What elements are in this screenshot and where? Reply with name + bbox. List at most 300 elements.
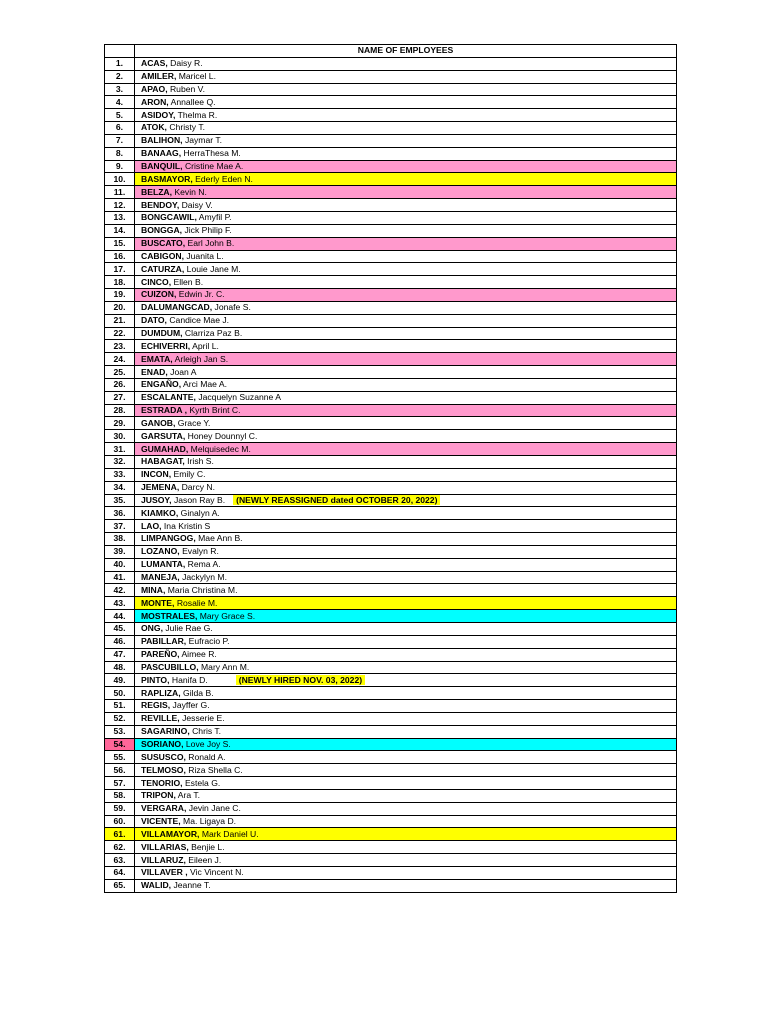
status-note: (NEWLY REASSIGNED dated OCTOBER 20, 2022)	[233, 495, 440, 505]
row-number: 35.	[105, 494, 135, 507]
row-number: 22.	[105, 327, 135, 340]
last-name: CUIZON,	[141, 289, 177, 300]
first-name: Love Joy S.	[185, 738, 231, 749]
employee-name-cell	[135, 507, 677, 520]
employee-name-cell	[135, 237, 677, 250]
employee-name-cell	[135, 340, 677, 353]
row-number: 3.	[105, 83, 135, 96]
employee-name-cell	[135, 674, 677, 687]
first-name: Riza Shella C.	[188, 764, 243, 775]
last-name: TELMOSO,	[141, 764, 186, 775]
last-name: PINTO,	[141, 674, 170, 685]
first-name: Julie Rae G.	[165, 623, 213, 634]
last-name: JUSOY,	[141, 494, 172, 505]
first-name: Ruben V.	[169, 83, 206, 94]
employee-name-cell	[135, 186, 677, 199]
last-name: MONTE,	[141, 597, 175, 608]
row-number: 62.	[105, 841, 135, 854]
first-name: Ina Kristin S	[163, 520, 211, 531]
employee-name-cell	[135, 867, 677, 880]
row-number: 1.	[105, 57, 135, 70]
row-number: 53.	[105, 725, 135, 738]
last-name: ACAS,	[141, 58, 168, 69]
row-number: 20.	[105, 301, 135, 314]
table-row	[105, 610, 677, 623]
last-name: MOSTRALES,	[141, 610, 198, 621]
employee-name-cell	[135, 430, 677, 443]
table-row	[105, 700, 677, 713]
last-name: HABAGAT,	[141, 456, 185, 467]
row-number: 63.	[105, 854, 135, 867]
header-row	[105, 45, 677, 58]
employee-name-cell	[135, 199, 677, 212]
table-row	[105, 571, 677, 584]
employee-name-cell	[135, 597, 677, 610]
last-name: ONG,	[141, 623, 163, 634]
first-name: Annallee Q.	[170, 96, 216, 107]
last-name: LIMPANGOG,	[141, 533, 196, 544]
last-name: INCON,	[141, 469, 172, 480]
number-column-header	[105, 45, 135, 58]
last-name: PASCUBILLO,	[141, 661, 199, 672]
first-name: HerraThesa M.	[183, 148, 241, 159]
first-name: Mark Daniel U.	[201, 828, 259, 839]
employee-name-cell	[135, 648, 677, 661]
last-name: GARSUTA,	[141, 430, 186, 441]
employee-name-cell	[135, 134, 677, 147]
first-name: Aimee R.	[181, 649, 217, 660]
table-row	[105, 867, 677, 880]
row-number: 50.	[105, 687, 135, 700]
first-name: Maria Christina M.	[167, 584, 238, 595]
employee-name-cell	[135, 545, 677, 558]
first-name: Jick Philip F.	[184, 225, 232, 236]
last-name: LAO,	[141, 520, 162, 531]
row-number: 34.	[105, 481, 135, 494]
first-name: Ederly Eden N.	[195, 173, 253, 184]
last-name: APAO,	[141, 83, 168, 94]
row-number: 9.	[105, 160, 135, 173]
row-number: 58.	[105, 789, 135, 802]
last-name: WALID,	[141, 880, 172, 891]
table-row	[105, 250, 677, 263]
employee-name-cell	[135, 571, 677, 584]
row-number: 41.	[105, 571, 135, 584]
table-row	[105, 160, 677, 173]
employee-name-cell	[135, 841, 677, 854]
row-number: 45.	[105, 622, 135, 635]
employee-name-cell	[135, 263, 677, 276]
table-row	[105, 661, 677, 674]
employee-name-cell	[135, 854, 677, 867]
table-row	[105, 622, 677, 635]
first-name: Honey Dounnyl C.	[187, 430, 258, 441]
employee-name-cell	[135, 879, 677, 892]
employee-name-cell	[135, 533, 677, 546]
first-name: Clarriza Paz B.	[184, 327, 243, 338]
employee-name-cell	[135, 250, 677, 263]
table-row	[105, 751, 677, 764]
employee-name-cell	[135, 456, 677, 469]
last-name: BASMAYOR,	[141, 173, 193, 184]
table-row	[105, 802, 677, 815]
employee-name-cell	[135, 391, 677, 404]
last-name: BENDOY,	[141, 199, 180, 210]
row-number: 6.	[105, 122, 135, 135]
first-name: Melquisedec M.	[190, 443, 251, 454]
table-row	[105, 211, 677, 224]
first-name: Mary Grace S.	[199, 610, 256, 621]
row-number: 57.	[105, 777, 135, 790]
first-name: Chris T.	[192, 726, 222, 737]
first-name: Earl John B.	[187, 238, 235, 249]
last-name: RAPLIZA,	[141, 687, 181, 698]
first-name: Rema A.	[187, 559, 221, 570]
employee-name-cell	[135, 610, 677, 623]
last-name: ESTRADA ,	[141, 405, 187, 416]
last-name: REGIS,	[141, 700, 171, 711]
row-number: 27.	[105, 391, 135, 404]
last-name: EMATA,	[141, 353, 173, 364]
row-number: 37.	[105, 520, 135, 533]
first-name: Jeanne T.	[173, 880, 211, 891]
table-row	[105, 301, 677, 314]
first-name: Estela G.	[184, 777, 221, 788]
last-name: VILLAMAYOR,	[141, 828, 200, 839]
table-row	[105, 828, 677, 841]
table-row	[105, 109, 677, 122]
employee-name-cell	[135, 173, 677, 186]
last-name: VILLARUZ,	[141, 854, 186, 865]
first-name: Benjie L.	[191, 841, 225, 852]
last-name: MINA,	[141, 584, 166, 595]
employee-name-cell	[135, 404, 677, 417]
employee-name-cell	[135, 738, 677, 751]
employee-name-cell	[135, 109, 677, 122]
employee-name-cell	[135, 70, 677, 83]
first-name: Jesserie E.	[182, 713, 225, 724]
name-column-header: NAME OF EMPLOYEES	[135, 45, 677, 58]
last-name: SORIANO,	[141, 738, 184, 749]
last-name: LUMANTA,	[141, 559, 186, 570]
table-row	[105, 224, 677, 237]
employee-name-cell	[135, 160, 677, 173]
employee-name-cell	[135, 301, 677, 314]
last-name: BANQUIL,	[141, 161, 183, 172]
row-number: 8.	[105, 147, 135, 160]
first-name: Ellen B.	[173, 276, 204, 287]
last-name: ECHIVERRI,	[141, 340, 191, 351]
first-name: Evalyn R.	[182, 546, 219, 557]
employee-name-cell	[135, 378, 677, 391]
employee-name-cell	[135, 789, 677, 802]
employee-name-cell	[135, 494, 677, 507]
row-number: 17.	[105, 263, 135, 276]
row-number: 49.	[105, 674, 135, 687]
row-number: 46.	[105, 635, 135, 648]
table-row	[105, 391, 677, 404]
first-name: Louie Jane M.	[186, 263, 241, 274]
first-name: Ara T.	[177, 790, 201, 801]
employee-name-cell	[135, 468, 677, 481]
last-name: DATO,	[141, 315, 167, 326]
employee-name-cell	[135, 96, 677, 109]
table-row	[105, 378, 677, 391]
table-row	[105, 366, 677, 379]
first-name: Jayffer G.	[172, 700, 210, 711]
row-number: 19.	[105, 289, 135, 302]
row-number: 61.	[105, 828, 135, 841]
last-name: SUSUSCO,	[141, 751, 186, 762]
row-number: 59.	[105, 802, 135, 815]
table-row	[105, 468, 677, 481]
last-name: PAREÑO,	[141, 649, 180, 660]
row-number: 65.	[105, 879, 135, 892]
last-name: ENGAÑO,	[141, 379, 182, 390]
first-name: Joan A	[170, 366, 197, 377]
first-name: Rosalie M.	[176, 597, 218, 608]
table-row	[105, 327, 677, 340]
last-name: BALIHON,	[141, 135, 183, 146]
employee-name-cell	[135, 122, 677, 135]
employee-name-cell	[135, 764, 677, 777]
row-number: 7.	[105, 134, 135, 147]
employee-name-cell	[135, 802, 677, 815]
first-name: Thelma R.	[177, 109, 218, 120]
table-row	[105, 738, 677, 751]
row-number: 31.	[105, 443, 135, 456]
first-name: Ma. Ligaya D.	[183, 816, 237, 827]
table-row	[105, 147, 677, 160]
table-row	[105, 545, 677, 558]
table-row	[105, 712, 677, 725]
table-row	[105, 481, 677, 494]
table-row	[105, 507, 677, 520]
first-name: Irish S.	[187, 456, 214, 467]
table-row	[105, 289, 677, 302]
last-name: VERGARA,	[141, 803, 187, 814]
first-name: Hanifa D.	[171, 674, 208, 685]
table-row	[105, 879, 677, 892]
first-name: Daisy R.	[170, 58, 203, 69]
row-number: 32.	[105, 456, 135, 469]
table-row	[105, 674, 677, 687]
table-row	[105, 199, 677, 212]
row-number: 56.	[105, 764, 135, 777]
row-number: 36.	[105, 507, 135, 520]
table-row	[105, 134, 677, 147]
last-name: PABILLAR,	[141, 636, 187, 647]
row-number: 47.	[105, 648, 135, 661]
employee-name-cell	[135, 584, 677, 597]
first-name: Jaymar T.	[184, 135, 223, 146]
row-number: 30.	[105, 430, 135, 443]
employee-name-cell	[135, 687, 677, 700]
last-name: ARON,	[141, 96, 169, 107]
employee-name-cell	[135, 481, 677, 494]
table-row	[105, 57, 677, 70]
row-number: 10.	[105, 173, 135, 186]
employee-name-cell	[135, 224, 677, 237]
last-name: SAGARINO,	[141, 726, 190, 737]
employee-name-cell	[135, 700, 677, 713]
table-row	[105, 404, 677, 417]
row-number: 33.	[105, 468, 135, 481]
first-name: Christy T.	[169, 122, 205, 133]
last-name: TENORIO,	[141, 777, 183, 788]
last-name: TRIPON,	[141, 790, 176, 801]
last-name: ASIDOY,	[141, 109, 176, 120]
employee-name-cell	[135, 558, 677, 571]
first-name: Mae Ann B.	[198, 533, 243, 544]
employee-rows	[105, 57, 677, 892]
first-name: Daisy V.	[181, 199, 213, 210]
first-name: Cristine Mae A.	[184, 161, 244, 172]
row-number: 51.	[105, 700, 135, 713]
row-number: 55.	[105, 751, 135, 764]
table-row	[105, 687, 677, 700]
first-name: Emily C.	[173, 469, 206, 480]
table-row	[105, 597, 677, 610]
first-name: Eileen J.	[188, 854, 222, 865]
table-row	[105, 417, 677, 430]
table-row	[105, 558, 677, 571]
row-number: 39.	[105, 545, 135, 558]
row-number: 24.	[105, 353, 135, 366]
employee-name-cell	[135, 622, 677, 635]
employee-name-cell	[135, 57, 677, 70]
first-name: Jonafe S.	[214, 302, 251, 313]
row-number: 54.	[105, 738, 135, 751]
first-name: April L.	[192, 340, 219, 351]
last-name: CATURZA,	[141, 263, 185, 274]
table-row	[105, 648, 677, 661]
table-row	[105, 83, 677, 96]
first-name: Jevin Jane C.	[188, 803, 241, 814]
row-number: 11.	[105, 186, 135, 199]
row-number: 38.	[105, 533, 135, 546]
last-name: ENAD,	[141, 366, 168, 377]
first-name: Grace Y.	[177, 417, 211, 428]
employee-name-cell	[135, 147, 677, 160]
table-row	[105, 777, 677, 790]
table-row	[105, 854, 677, 867]
first-name: Mary Ann M.	[201, 661, 250, 672]
last-name: REVILLE,	[141, 713, 180, 724]
row-number: 23.	[105, 340, 135, 353]
employee-name-cell	[135, 828, 677, 841]
first-name: Juanita L.	[186, 250, 224, 261]
row-number: 44.	[105, 610, 135, 623]
last-name: DALUMANGCAD,	[141, 302, 213, 313]
row-number: 52.	[105, 712, 135, 725]
table-row	[105, 263, 677, 276]
first-name: Jason Ray B.	[173, 494, 226, 505]
table-row	[105, 789, 677, 802]
last-name: BONGGA,	[141, 225, 183, 236]
first-name: Edwin Jr. C.	[178, 289, 225, 300]
employee-name-cell	[135, 353, 677, 366]
row-number: 25.	[105, 366, 135, 379]
employee-name-cell	[135, 289, 677, 302]
employee-name-cell	[135, 635, 677, 648]
table-row	[105, 186, 677, 199]
employee-name-cell	[135, 211, 677, 224]
row-number: 15.	[105, 237, 135, 250]
last-name: GUMAHAD,	[141, 443, 189, 454]
first-name: Arleigh Jan S.	[174, 353, 229, 364]
row-number: 48.	[105, 661, 135, 674]
last-name: AMILER,	[141, 71, 177, 82]
first-name: Darcy N.	[181, 482, 216, 493]
table-row	[105, 456, 677, 469]
first-name: Ronald A.	[188, 751, 226, 762]
first-name: Jackylyn M.	[182, 572, 227, 583]
row-number: 2.	[105, 70, 135, 83]
row-number: 18.	[105, 276, 135, 289]
first-name: Kevin N.	[174, 186, 207, 197]
table-row	[105, 430, 677, 443]
table-row	[105, 173, 677, 186]
employee-table	[104, 44, 677, 893]
row-number: 43.	[105, 597, 135, 610]
last-name: BONGCAWIL,	[141, 212, 197, 223]
table-row	[105, 353, 677, 366]
last-name: JEMENA,	[141, 482, 180, 493]
first-name: Maricel L.	[178, 71, 216, 82]
row-number: 12.	[105, 199, 135, 212]
last-name: CABIGON,	[141, 250, 184, 261]
table-row	[105, 96, 677, 109]
last-name: GANOB,	[141, 417, 176, 428]
first-name: Amyfil P.	[198, 212, 232, 223]
first-name: Jacquelyn Suzanne A	[198, 392, 281, 403]
table-row	[105, 764, 677, 777]
status-note: (NEWLY HIRED NOV. 03, 2022)	[236, 675, 365, 685]
last-name: BUSCATO,	[141, 238, 186, 249]
last-name: LOZANO,	[141, 546, 180, 557]
first-name: Ginalyn A.	[180, 507, 220, 518]
last-name: BANAAG,	[141, 148, 182, 159]
row-number: 26.	[105, 378, 135, 391]
table-row	[105, 533, 677, 546]
table-row	[105, 815, 677, 828]
row-number: 60.	[105, 815, 135, 828]
table-row	[105, 122, 677, 135]
employee-name-cell	[135, 751, 677, 764]
employee-sheet	[104, 44, 676, 893]
employee-name-cell	[135, 725, 677, 738]
table-row	[105, 494, 677, 507]
table-row	[105, 443, 677, 456]
last-name: BELZA,	[141, 186, 173, 197]
table-row	[105, 635, 677, 648]
table-row	[105, 584, 677, 597]
row-number: 64.	[105, 867, 135, 880]
employee-name-cell	[135, 276, 677, 289]
last-name: ATOK,	[141, 122, 167, 133]
table-row	[105, 276, 677, 289]
employee-name-cell	[135, 366, 677, 379]
last-name: VILLAVER ,	[141, 867, 188, 878]
employee-name-cell	[135, 83, 677, 96]
row-number: 21.	[105, 314, 135, 327]
row-number: 42.	[105, 584, 135, 597]
row-number: 13.	[105, 211, 135, 224]
last-name: CINCO,	[141, 276, 172, 287]
row-number: 5.	[105, 109, 135, 122]
table-row	[105, 340, 677, 353]
